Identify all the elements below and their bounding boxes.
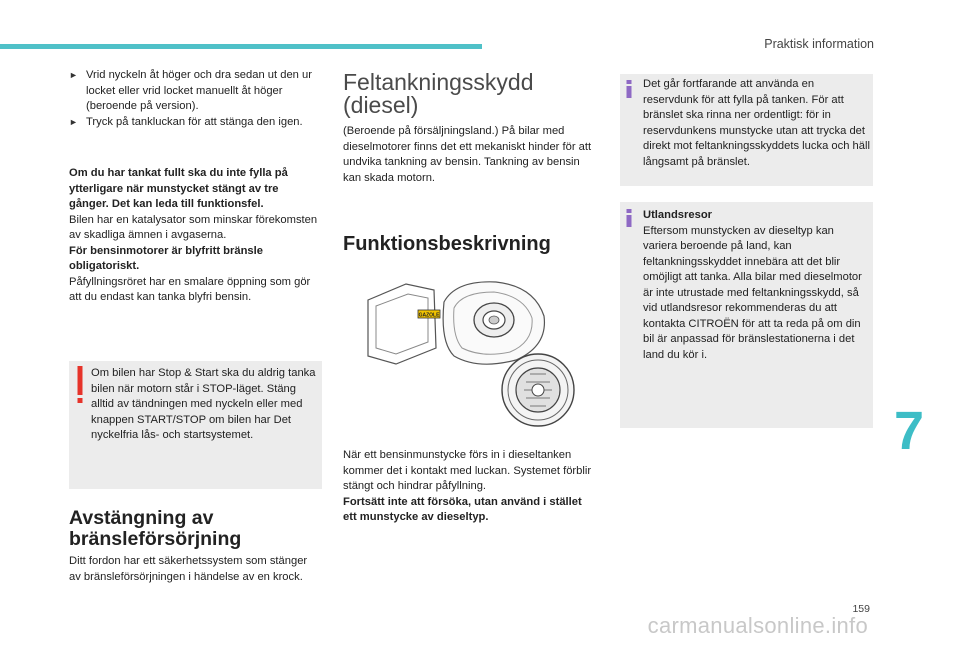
description <box>343 448 598 526</box>
info-title: Utlandsresor <box>643 209 713 221</box>
page-title: Feltankningsskydd (diesel) <box>343 69 534 118</box>
list-item: ► Tryck på tankluckan för att stänga den igen. <box>69 115 325 131</box>
fuel-label: GAZOLE <box>418 312 440 319</box>
fuel-notes <box>69 166 319 306</box>
warning-bold-text: Om du har tankat fullt ska du inte fylla på ytterligare när munstycket stängt av tre gånger. Det kan leda till funktionsfel. <box>69 167 288 210</box>
bullet-list <box>69 68 325 130</box>
watermark: carmanualsonline.info <box>647 613 868 638</box>
fuel-filler-illustration <box>356 272 592 444</box>
page-number: 159 <box>852 603 870 615</box>
warning-text: Om bilen har Stop & Start ska du aldrig tanka bilen när motorn står i STOP-läget. Stäng alltid av tändningen med nyckeln eller med knappen START/STOP om bilen har Det nyckelfria lås- och startsystemet. <box>91 367 316 441</box>
bullet-marker-icon: ► <box>69 70 78 80</box>
list-item: ► Vrid nyckeln åt höger och dra sedan ut den ur locket eller vrid locket manuellt åt höger (beroende på version). <box>69 69 312 112</box>
paragraph: (Beroende på försäljningsland.) På bilar med dieselmotorer finns det ett mekaniskt hinder för att undvika tankning av bensin. Tankning av bensin kan skada motorn. <box>343 125 592 184</box>
header-accent-bar <box>0 44 482 49</box>
paragraph: Ditt fordon har ett säkerhetssystem som stänger av bränsleförsörjningen i händelse av en krock. <box>69 555 308 583</box>
paragraph: Bilen har en katalysator som minskar förekomsten av skadliga ämnen i avgaserna. <box>69 213 318 241</box>
section-title: Praktisk information <box>764 37 874 51</box>
bullet-marker-icon: ► <box>69 116 78 127</box>
section-heading: Avstängning av bränsleförsörjning <box>69 507 242 550</box>
paragraph: Påfyllningsröret har en smalare öppning som gör att du endast kan tanka blyfri bensin. <box>69 275 311 303</box>
warning-bold-text: För bensinmotorer är blyfritt bränsle obligatoriskt. <box>69 244 263 272</box>
warning-bold-text: Fortsätt inte att försöka, utan använd i stället ett munstycke av dieseltyp. <box>343 495 582 523</box>
info-text <box>643 208 871 363</box>
chapter-number: 7 <box>894 401 925 461</box>
info-text: Det går fortfarande att använda en reservdunk för att fylla på tanken. För att bränslet ska rinna ner ordentligt: för in reservdunkens munstycke utan att trycka det direkt mot feltankningsskyddets lucka och häll långsamt på bränslet. <box>643 78 870 168</box>
paragraph: Eftersom munstycken av dieseltyp kan variera beroende på land, kan feltankningsskyddet innebära att det blir omöjligt att tanka. Alla bilar med dieselmotor är inte utrustade med feltankningsskydd, så vid utlandsresor rekommenderas du att kontakta CITROËN för att ta reda på om din bil är anpassad för bränslestationerna i det land du kör i. <box>643 224 862 361</box>
paragraph: När ett bensinmunstycke förs in i dieseltanken kommer det i kontakt med luckan. Systemet förblir stängt och hindrar påfyllning. <box>343 449 592 492</box>
subheading: Funktionsbeskrivning <box>343 233 551 255</box>
warning-exclamation-icon <box>77 366 83 404</box>
info-bar-icon <box>626 80 632 98</box>
info-bar-icon <box>626 209 632 227</box>
